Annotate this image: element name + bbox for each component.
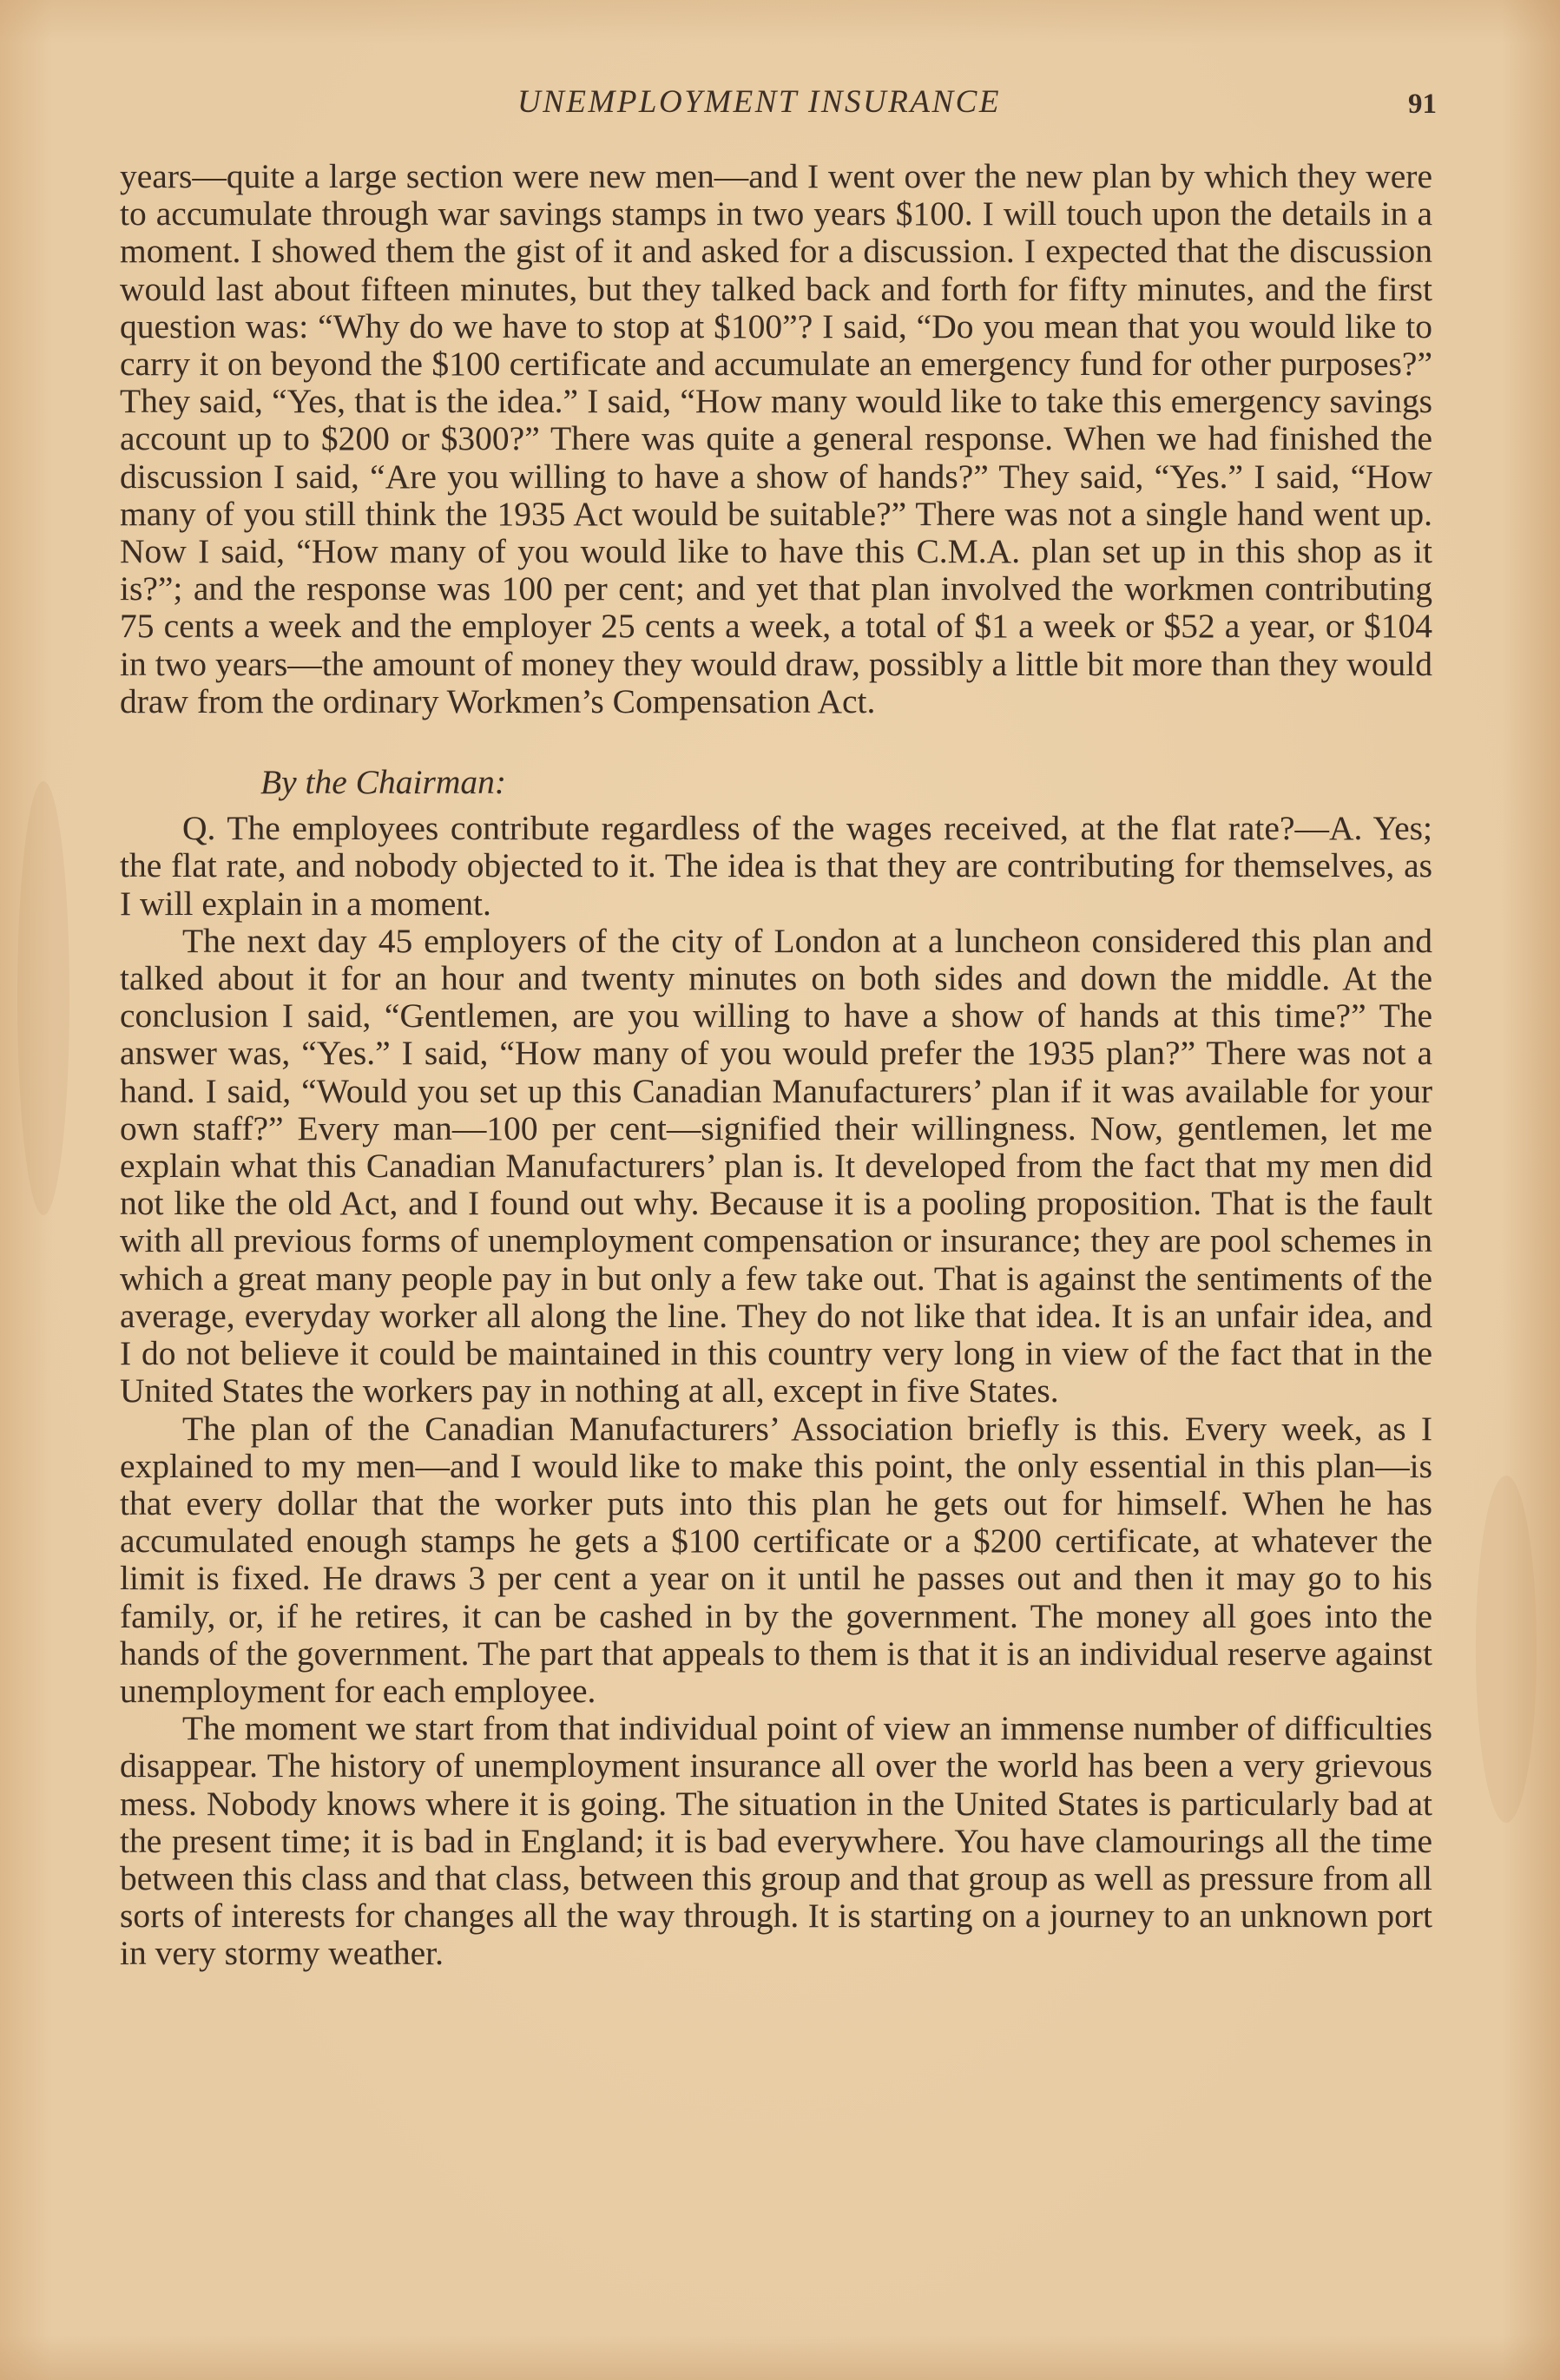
paragraph: The next day 45 employers of the city of London at a luncheon considered this plan and talked about it for an hour and twenty minutes on both sides and down the middle. At the conclusion I said, “Gentlemen, are you willing to have a show of hands at this time?” The answer was, “Yes.” I said, “How many of you would prefer the 1935 plan?” There was not a hand. I said, “Would you set up this Canadian Manufacturers’ plan if it was available for your own staff?” Every man—100 per cent—signified their willingness. Now, gentlemen, let me explain what this Canadian Manufacturers’ plan is. It developed from the fact that my men did not like the old Act, and I found out why. Because it is a pooling proposition. That is the fault with all previous forms of unemployment compensation or insurance; they are pool schemes in which a great many people pay in but only a few take out. That is against the sentiments of the average, everyday worker all along the line. They do not like that idea. It is an unfair idea, and I do not believe it could be maintained in this country very long in view of the fact that in the United States the workers pay in nothing at all, except in five States.: [120, 921, 1432, 1410]
paragraph: years—quite a large section were new men—and I went over the new plan by which they were to accumulate through war savings stamps in two years $100. I will touch upon the details in a moment. I showed them the gist of it and asked for a discussion. I expected that the discussion would last about fifteen minutes, but they talked back and forth for fifty minutes, and the first question was: “Why do we have to stop at $100”? I said, “Do you mean that you would like to carry it on beyond the $100 certificate and accumulate an emergency fund for other purposes?” They said, “Yes, that is the idea.” I said, “How many would like to take this emergency savings account up to $200 or $300?” There was quite a general response. When we had finished the discussion I said, “Are you willing to have a show of hands?” They said, “Yes.” I said, “How many of you still think the 1935 Act would be suitable?” There was not a single hand went up. Now I said, “How many of you would like to have this C.M.A. plan set up in this shop as it is?”; and the response was 100 per cent; and yet that plan involved the workmen contributing 75 cents a week and the employer 25 cents a week, a total of $1 a week or $52 a year, or $104 in two years—the amount of money they would draw, possibly a little bit more than they would draw from the ordinary Workmen’s Compensation Act.: [120, 157, 1432, 720]
paragraph: The moment we start from that individual point of view an immense number of difficulties disappear. The history of unemployment insurance all over the world has been a very grievous mess. Nobody knows where it is going. The situation in the United States is particularly bad at the present time; it is bad in England; it is bad everywhere. You have clamourings all the time between this class and that class, between this group and that group as well as pressure from all sorts of interests for changes all the way through. It is starting on a journey to an unknown port in very stormy weather.: [120, 1709, 1432, 1973]
page-number: 91: [1408, 89, 1437, 120]
speaker-label: By the Chairman:: [260, 763, 507, 802]
paragraph: Q. The employees contribute regardless of the wages received, at the flat rate?—A. Yes; the flat rate, and nobody objected to it. The idea is that they are contributing for themselves, as I will explain in a moment.: [120, 809, 1432, 923]
body-text: [120, 158, 1432, 1973]
running-head: UNEMPLOYMENT INSURANCE: [517, 84, 1001, 120]
paper-stain: [1476, 1476, 1537, 1823]
paper-stain: [17, 781, 69, 1215]
paragraph: The plan of the Canadian Manufacturers’ Association briefly is this. Every week, as I explained to my men—and I would like to make this point, the only essential in this plan—is that every dollar that the worker puts into this plan he gets out for himself. When he has accumulated enough stamps he gets a $100 certificate or a $200 certificate, at whatever the limit is fixed. He draws 3 per cent a year on it until he passes out and then it may go to his family, or, if he retires, it can be cashed in by the government. The money all goes into the hands of the government. The part that appeals to them is that it is an individual reserve against unemployment for each employee.: [120, 1409, 1432, 1710]
